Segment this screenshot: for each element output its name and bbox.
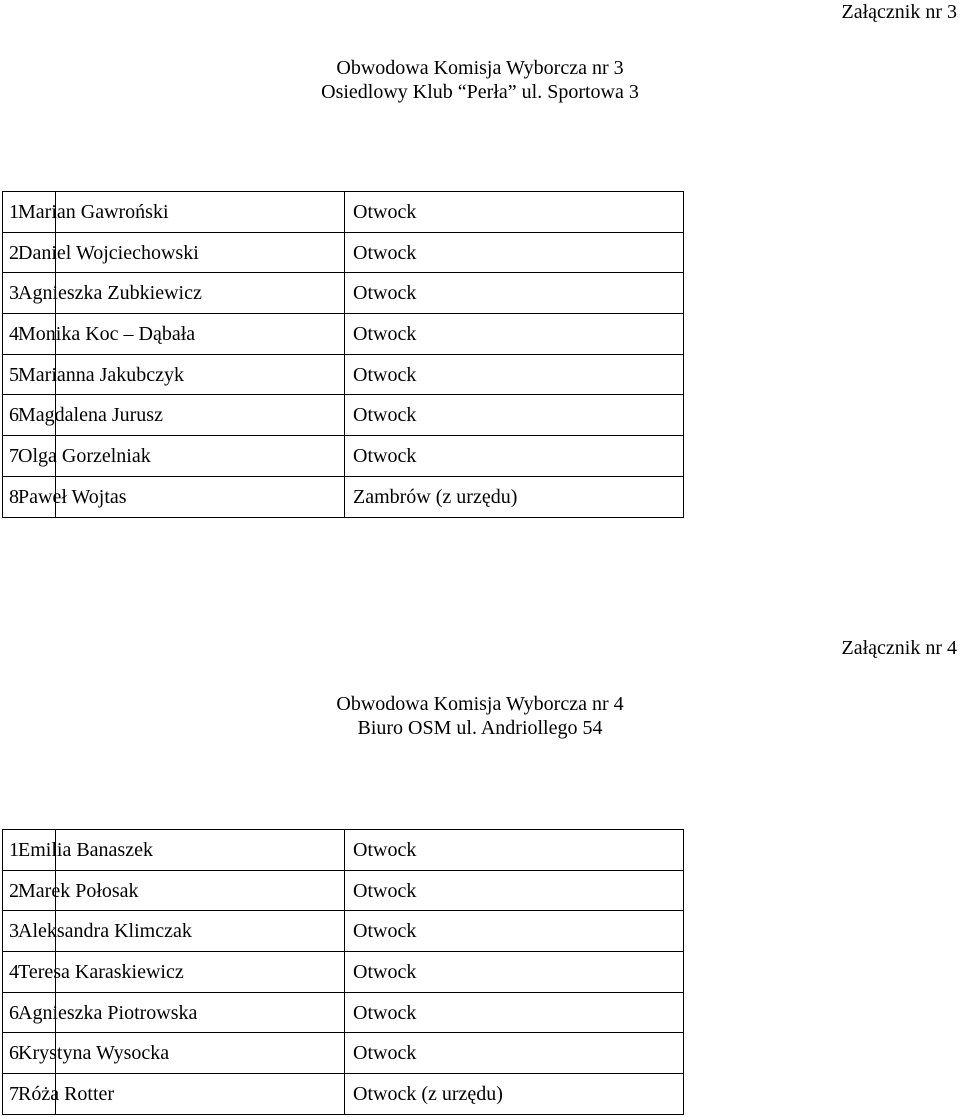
member-city-cell	[345, 436, 684, 477]
member-name: Marian Gawroński	[18, 200, 169, 223]
member-city: Otwock	[353, 838, 417, 861]
member-city-cell	[345, 911, 684, 952]
member-name: Róża Rotter	[18, 1082, 115, 1105]
member-city: Otwock	[353, 241, 417, 264]
table-row	[3, 476, 684, 517]
member-name-cell	[18, 870, 345, 911]
commission-location: Osiedlowy Klub “Perła” ul. Sportowa 3	[321, 81, 639, 103]
member-city: Otwock	[353, 1042, 417, 1065]
table-row	[3, 830, 684, 871]
member-number: 7	[9, 1082, 19, 1105]
member-name-cell	[18, 436, 345, 477]
member-name: Daniel Wojciechowski	[18, 241, 199, 264]
member-city-cell	[345, 476, 684, 517]
member-number: 1	[9, 838, 19, 861]
table-row	[3, 952, 684, 993]
member-name: Agnieszka Zubkiewicz	[18, 282, 202, 305]
annex-label-3: Załącznik nr 3	[841, 1, 957, 23]
member-city: Otwock	[353, 282, 417, 305]
member-city-cell	[345, 232, 684, 273]
table-row	[3, 354, 684, 395]
member-name: Olga Gorzelniak	[18, 444, 151, 467]
member-number: 5	[9, 363, 19, 386]
member-number: 6	[9, 1042, 19, 1065]
member-city: Otwock (z urzędu)	[353, 1082, 503, 1105]
member-city: Zambrów (z urzędu)	[353, 485, 518, 508]
member-city-cell	[345, 1033, 684, 1074]
member-name-cell	[18, 952, 345, 993]
member-name: Krystyna Wysocka	[18, 1042, 170, 1065]
member-name-cell	[18, 232, 345, 273]
members-table-3	[2, 191, 684, 518]
member-city: Otwock	[353, 404, 417, 427]
member-name: Emilia Banaszek	[18, 838, 153, 861]
commission-title: Obwodowa Komisja Wyborcza nr 4	[336, 693, 624, 715]
member-city: Otwock	[353, 960, 417, 983]
member-number: 3	[9, 920, 19, 943]
member-name: Marianna Jakubczyk	[18, 363, 185, 386]
member-city-cell	[345, 192, 684, 233]
annex-label-4: Załącznik nr 4	[841, 637, 957, 659]
member-name-cell	[18, 273, 345, 314]
member-city: Otwock	[353, 879, 417, 902]
member-number: 1	[9, 200, 19, 223]
member-name-cell	[18, 1074, 345, 1115]
member-name: Monika Koc – Dąbała	[18, 322, 196, 345]
member-number: 7	[9, 444, 19, 467]
member-city: Otwock	[353, 444, 417, 467]
members-table-4	[2, 829, 684, 1115]
table-row	[3, 1033, 684, 1074]
commission-title: Obwodowa Komisja Wyborcza nr 3	[336, 57, 624, 79]
member-number: 8	[9, 485, 19, 508]
member-name: Paweł Wojtas	[18, 485, 127, 508]
member-city: Otwock	[353, 363, 417, 386]
member-city-cell	[345, 1074, 684, 1115]
member-city-cell	[345, 314, 684, 355]
table-row	[3, 232, 684, 273]
member-number: 4	[9, 322, 19, 345]
member-name-cell	[18, 830, 345, 871]
member-name-cell	[18, 354, 345, 395]
table-row	[3, 911, 684, 952]
member-name-cell	[18, 476, 345, 517]
commission-location: Biuro OSM ul. Andriollego 54	[357, 717, 603, 739]
table-row	[3, 870, 684, 911]
member-number: 6	[9, 1001, 19, 1024]
member-name: Agnieszka Piotrowska	[18, 1001, 198, 1024]
table-row	[3, 992, 684, 1033]
member-city-cell	[345, 952, 684, 993]
member-name: Magdalena Jurusz	[18, 404, 163, 427]
table-row	[3, 273, 684, 314]
table-row	[3, 436, 684, 477]
member-name: Aleksandra Klimczak	[18, 920, 192, 943]
member-name-cell	[18, 1033, 345, 1074]
member-name-cell	[18, 395, 345, 436]
member-number: 2	[9, 241, 19, 264]
member-name-cell	[18, 992, 345, 1033]
member-city-cell	[345, 395, 684, 436]
member-name: Teresa Karaskiewicz	[18, 960, 184, 983]
member-number: 2	[9, 879, 19, 902]
member-city-cell	[345, 830, 684, 871]
member-city: Otwock	[353, 920, 417, 943]
member-name-cell	[18, 192, 345, 233]
table-row	[3, 314, 684, 355]
member-name-cell	[18, 911, 345, 952]
table-row	[3, 1074, 684, 1115]
member-city-cell	[345, 273, 684, 314]
member-name-cell	[18, 314, 345, 355]
commission-heading-4	[0, 692, 960, 740]
member-city-cell	[345, 870, 684, 911]
member-number: 6	[9, 404, 19, 427]
member-city: Otwock	[353, 200, 417, 223]
member-city: Otwock	[353, 322, 417, 345]
member-number: 4	[9, 960, 19, 983]
member-city: Otwock	[353, 1001, 417, 1024]
member-city-cell	[345, 354, 684, 395]
member-number: 3	[9, 282, 19, 305]
table-row	[3, 395, 684, 436]
member-city-cell	[345, 992, 684, 1033]
commission-heading-3	[0, 56, 960, 104]
table-row	[3, 192, 684, 233]
member-name: Marek Połosak	[18, 879, 139, 902]
